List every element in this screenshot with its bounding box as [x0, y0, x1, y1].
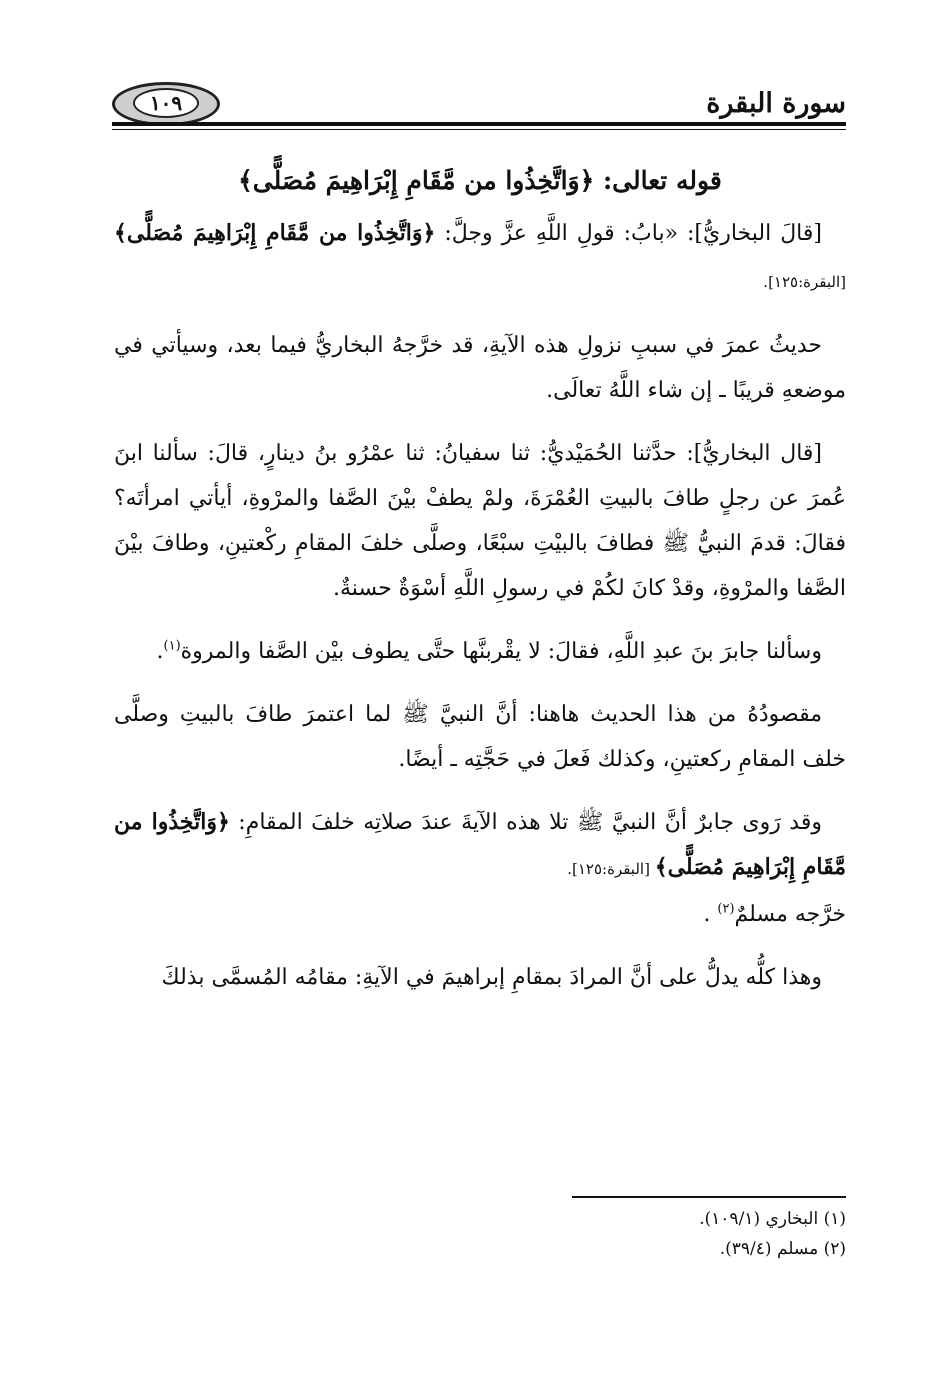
paragraph-text: خرَّجه مسلمٌ [734, 902, 846, 927]
quran-verse: ﴿وَاتَّخِذُوا من مَّقَامِ إِبْرَاهِيمَ مُصَلًّى﴾ [114, 809, 846, 880]
quran-verse: ﴿وَاتَّخِذُوا من مَّقَامِ إِبْرَاهِيمَ مُصَلًّى﴾ [114, 220, 436, 246]
paragraph-humaydi-hadith: [قال البخاريُّ]: حدَّثنا الحُمَيْديُّ: ثنا سفيانُ: ثنا عمْرُو بنُ دينارٍ، قالَ: سألنا ابنَ عُمرَ عن رجلٍ طافَ بالبيتِ العُمْرَةَ، ولمْ يطفْ بيْنَ الصَّفا والمرْوةِ، أيأتي امرأتَه؟ فقالَ: قدمَ النبيُّ ﷺ فطافَ بالبيْتِ سبْعًا، وصلَّى خلفَ المقامِ ركْعتينِ، وطافَ بيْنَ الصَّفا والمرْوةِ، وقدْ كانَ لكُمْ في رسولِ اللَّهِ أسْوَةٌ حسنةٌ. [114, 441, 846, 601]
paragraph-muslim: خرَّجه مسلمٌ$^{(٢)}$ . [703, 901, 846, 927]
paragraph-text: وسألنا جابرَ بنَ عبدِ اللَّهِ، فقالَ: لا يقْربنَّها حتَّى يطوف بيْن الصَّفا والمروة [180, 639, 822, 664]
footnote-marker-1[interactable]: (١) [163, 638, 181, 654]
surah-title: سورة البقرة [706, 88, 846, 119]
paragraph-umar-hadith: حديثُ عمرَ في سببِ نزولِ هذه الآيةِ، قد خرَّجهُ البخاريُّ فيما بعد، وسيأتي في موضعهِ قريبًا ـ إن شاء اللَّهُ تعالَى. [114, 333, 846, 403]
footnote-divider [572, 1196, 846, 1198]
footnote-1: (١) البخاري (١٠٩/١). [699, 1209, 846, 1229]
section-heading: قوله تعالى: ﴿وَاتَّخِذُوا من مَّقَامِ إِبْرَاهِيمَ مُصَلًّى﴾ [238, 166, 722, 195]
header-rule-thick [112, 122, 846, 126]
footnote-2: (٢) مسلم (٣٩/٤). [719, 1239, 846, 1259]
page-header [112, 80, 846, 130]
verse-reference: [البقرة:١٢٥]. [763, 273, 846, 291]
page-number: ١٠٩ [133, 88, 199, 118]
footnote-marker-2[interactable]: (٢) [717, 901, 735, 917]
footnotes [546, 1196, 846, 1264]
paragraph-jabir-recitation [114, 800, 846, 892]
verse-reference: [البقرة:١٢٥]. [567, 860, 655, 878]
paragraph-purpose: مقصودُهُ من هذا الحديث هاهنا: أنَّ النبيَّ ﷺ لما اعتمرَ طافَ بالبيتِ وصلَّى خلف المقامِ ركعتينِ، وكذلك فَعلَ في حَجَّتِه ـ أيضًا. [114, 702, 846, 772]
paragraph-jabir: وسألنا جابرَ بنَ عبدِ اللَّهِ، فقالَ: لا يقْربنَّها حتَّى يطوف بيْن الصَّفا والمروة$^{(١)}$. [156, 638, 822, 664]
paragraph-text: وقد رَوى جابرٌ أنَّ النبيَّ ﷺ تلا هذه الآيةَ عندَ صلاتِه خلفَ المقامِ: [229, 810, 822, 835]
paragraph-conclusion: وهذا كلُّه يدلُّ على أنَّ المرادَ بمقامِ إبراهيمَ في الآيةِ: مقامُه المُسمَّى بذلكَ [161, 965, 822, 990]
header-rule-thin [112, 129, 846, 130]
page-number-badge [112, 82, 220, 126]
paragraph-text: [قالَ البخاريُّ]: «بابُ: قولِ اللَّهِ عزَّ وجلَّ: [435, 221, 822, 246]
paragraph-bukhari-chapter [114, 211, 846, 305]
page-body [114, 158, 846, 1018]
